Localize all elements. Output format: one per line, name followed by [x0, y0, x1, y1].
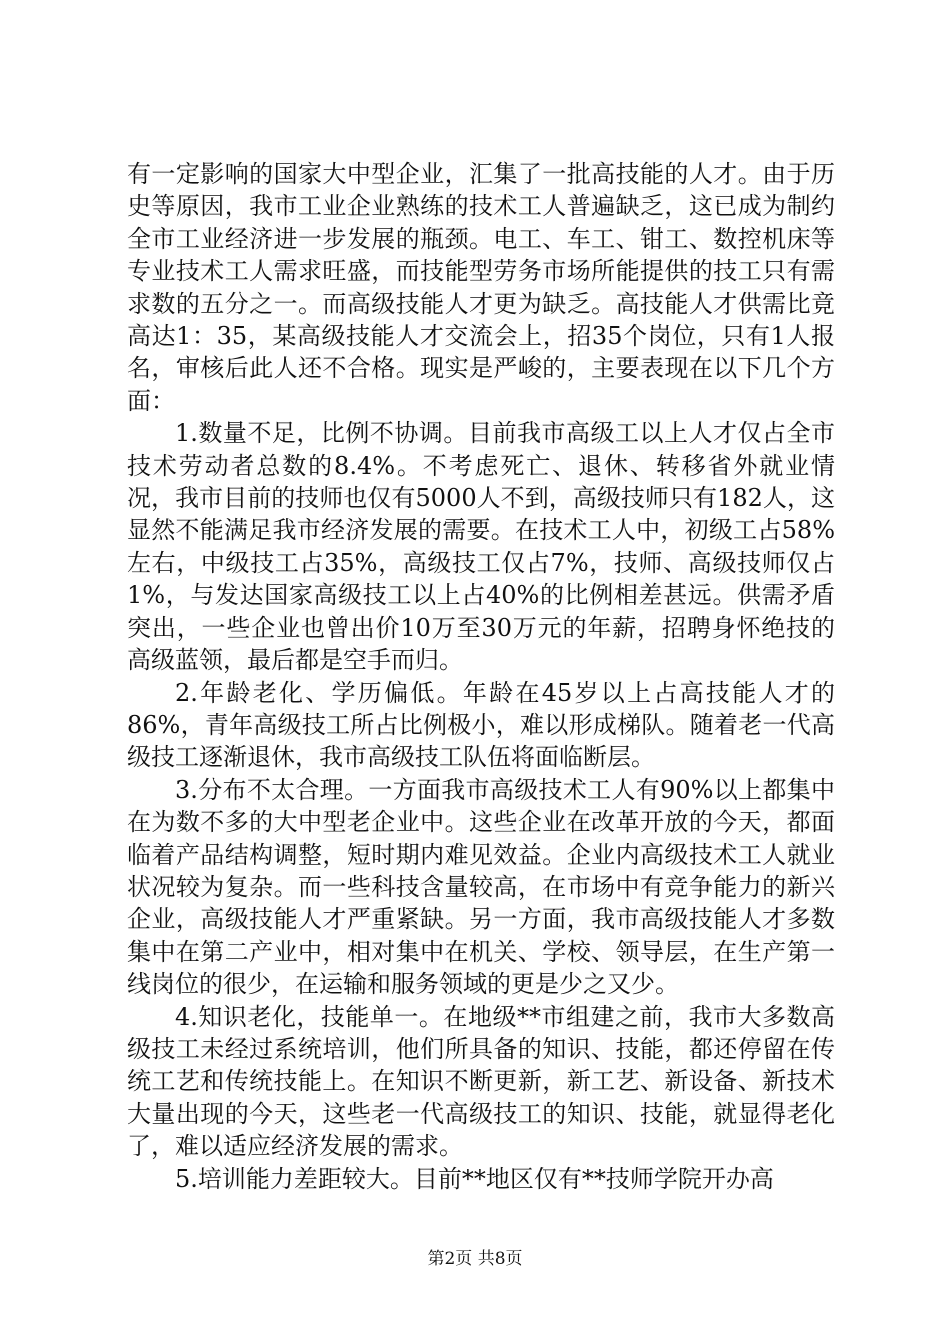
paragraph-item-5: 5.培训能力差距较大。目前**地区仅有**技师学院开办高 — [175, 1164, 774, 1193]
paragraph-item-2: 2.年龄老化、学历偏低。年龄在45岁以上占高技能人才的86%，青年高级技工所占比例极小，难以形成梯队。随着老一代高级技工逐渐退休，我市高级技工队伍将面临断层。 — [127, 678, 835, 772]
paragraph-continuation: 有一定影响的国家大中型企业，汇集了一批高技能的人才。由于历史等原因，我市工业企业熟练的技术工人普遍缺乏，这已成为制约全市工业经济进一步发展的瓶颈。电工、车工、钳工、数控机床等专业技术工人需求旺盛，而技能型劳务市场所能提供的技工只有需求数的五分之一。而高级技能人才更为缺乏。高技能人才供需比竟高达1：35，某高级技能人才交流会上，招35个岗位，只有1人报名，审核后此人还不合格。现实是严峻的，主要表现在以下几个方面： — [127, 160, 835, 415]
paragraph-item-1: 1.数量不足，比例不协调。目前我市高级工以上人才仅占全市技术劳动者总数的8.4%。不考虑死亡、退休、转移省外就业情况，我市目前的技师也仅有5000人不到，高级技师只有182人，这显然不能满足我市经济发展的需要。在技术工人中，初级工占58%左右，中级技工占35%，高级技工仅占7%，技师、高级技师仅占1%，与发达国家高级技工以上占40%的比例相差甚远。供需矛盾突出，一些企业也曾出价10万至30万元的年薪，招聘身怀绝技的高级蓝领，最后都是空手而归。 — [127, 419, 835, 675]
paragraph-item-3: 3.分布不太合理。一方面我市高级技术工人有90%以上都集中在为数不多的大中型老企业中。这些企业在改革开放的今天，都面临着产品结构调整，短时期内难见效益。企业内高级技术工人就业状况较为复杂。而一些科技含量较高，在市场中有竞争能力的新兴企业，高级技能人才严重紧缺。另一方面，我市高级技能人才多数集中在第二产业中，相对集中在机关、学校、领导层，在生产第一线岗位的很少，在运输和服务领域的更是少之又少。 — [127, 775, 835, 999]
document-body — [127, 158, 835, 1195]
paragraph-item-4: 4.知识老化，技能单一。在地级**市组建之前，我市大多数高级技工未经过系统培训，他们所具备的知识、技能，都还停留在传统工艺和传统技能上。在知识不断更新，新工艺、新设备、新技术大量出现的今天，这些老一代高级技工的知识、技能，就显得老化了，难以适应经济发展的需求。 — [127, 1002, 835, 1161]
page-number-footer: 第2页 共8页 — [427, 1249, 523, 1269]
